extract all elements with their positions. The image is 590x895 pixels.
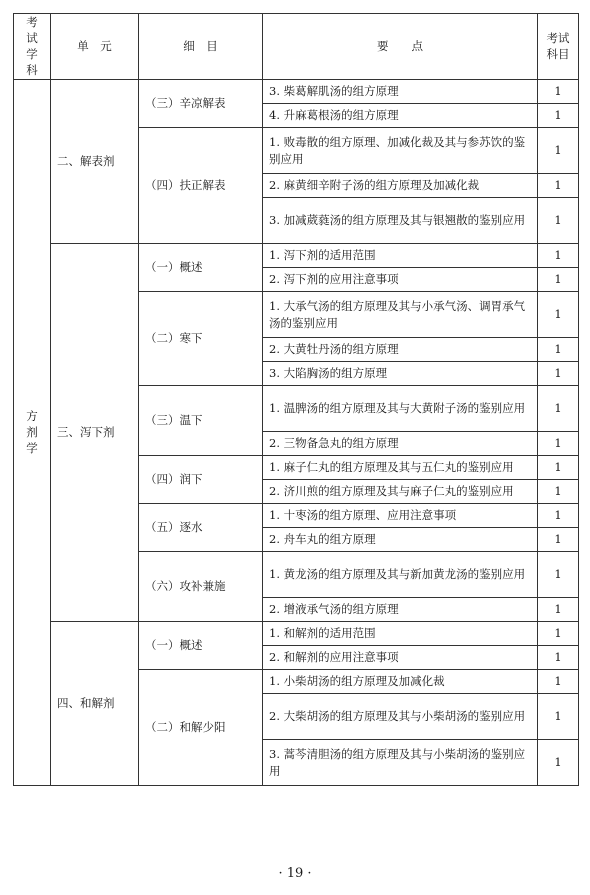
level-cell: 1 xyxy=(538,244,579,268)
detail-cell: （二）和解少阳 xyxy=(139,670,263,786)
detail-cell: （三）辛凉解表 xyxy=(139,80,263,128)
point-cell: 2. 舟车丸的组方原理 xyxy=(263,528,538,552)
point-cell: 2. 三物备急丸的组方原理 xyxy=(263,432,538,456)
table-header xyxy=(14,14,579,80)
table-row xyxy=(14,622,579,646)
syllabus-table xyxy=(13,13,579,786)
level-cell: 1 xyxy=(538,128,579,174)
point-cell: 2. 济川煎的组方原理及其与麻子仁丸的鉴别应用 xyxy=(263,480,538,504)
level-cell: 1 xyxy=(538,528,579,552)
detail-cell: （三）温下 xyxy=(139,386,263,456)
level-cell: 1 xyxy=(538,338,579,362)
subject-cell xyxy=(14,80,51,786)
level-cell: 1 xyxy=(538,552,579,598)
header-unit: 单 元 xyxy=(51,14,139,80)
level-cell: 1 xyxy=(538,198,579,244)
level-cell: 1 xyxy=(538,598,579,622)
level-cell: 1 xyxy=(538,432,579,456)
point-cell: 1. 泻下剂的适用范围 xyxy=(263,244,538,268)
header-detail: 细 目 xyxy=(139,14,263,80)
page-number: · 19 · xyxy=(278,866,312,881)
unit-cell: 四、和解剂 xyxy=(51,622,139,786)
point-cell: 3. 蒿芩清胆汤的组方原理及其与小柴胡汤的鉴别应用 xyxy=(263,740,538,786)
point-cell: 1. 麻子仁丸的组方原理及其与五仁丸的鉴别应用 xyxy=(263,456,538,480)
level-cell: 1 xyxy=(538,670,579,694)
subject-text: 方剂学 xyxy=(26,409,38,455)
header-subject xyxy=(14,14,51,80)
detail-cell: （二）寒下 xyxy=(139,292,263,386)
point-cell: 1. 黄龙汤的组方原理及其与新加黄龙汤的鉴别应用 xyxy=(263,552,538,598)
header-subject-text: 考试 学科 xyxy=(26,15,38,77)
level-cell: 1 xyxy=(538,456,579,480)
table-row xyxy=(14,80,579,104)
detail-cell: （四）润下 xyxy=(139,456,263,504)
level-cell: 1 xyxy=(538,386,579,432)
point-cell: 2. 麻黄细辛附子汤的组方原理及加减化裁 xyxy=(263,174,538,198)
header-points: 要 点 xyxy=(263,14,538,80)
detail-cell: （一）概述 xyxy=(139,622,263,670)
point-cell: 3. 加减葳蕤汤的组方原理及其与银翘散的鉴别应用 xyxy=(263,198,538,244)
point-cell: 1. 和解剂的适用范围 xyxy=(263,622,538,646)
point-cell: 1. 败毒散的组方原理、加减化裁及其与参苏饮的鉴别应用 xyxy=(263,128,538,174)
point-cell: 2. 大黄牡丹汤的组方原理 xyxy=(263,338,538,362)
level-cell: 1 xyxy=(538,622,579,646)
point-cell: 1. 温脾汤的组方原理及其与大黄附子汤的鉴别应用 xyxy=(263,386,538,432)
detail-cell: （五）逐水 xyxy=(139,504,263,552)
detail-cell: （六）攻补兼施 xyxy=(139,552,263,622)
level-cell: 1 xyxy=(538,292,579,338)
header-level-text: 考试 科目 xyxy=(546,31,570,61)
unit-cell: 三、泻下剂 xyxy=(51,244,139,622)
level-cell: 1 xyxy=(538,480,579,504)
point-cell: 2. 大柴胡汤的组方原理及其与小柴胡汤的鉴别应用 xyxy=(263,694,538,740)
level-cell: 1 xyxy=(538,268,579,292)
point-cell: 2. 增液承气汤的组方原理 xyxy=(263,598,538,622)
level-cell: 1 xyxy=(538,174,579,198)
detail-cell: （四）扶正解表 xyxy=(139,128,263,244)
point-cell: 1. 小柴胡汤的组方原理及加减化裁 xyxy=(263,670,538,694)
point-cell: 2. 和解剂的应用注意事项 xyxy=(263,646,538,670)
table-row xyxy=(14,244,579,268)
header-level xyxy=(538,14,579,80)
point-cell: 3. 柴葛解肌汤的组方原理 xyxy=(263,80,538,104)
level-cell: 1 xyxy=(538,694,579,740)
level-cell: 1 xyxy=(538,362,579,386)
point-cell: 4. 升麻葛根汤的组方原理 xyxy=(263,104,538,128)
unit-cell: 二、解表剂 xyxy=(51,80,139,244)
table-body xyxy=(14,80,579,786)
level-cell: 1 xyxy=(538,740,579,786)
point-cell: 1. 大承气汤的组方原理及其与小承气汤、调胃承气汤的鉴别应用 xyxy=(263,292,538,338)
point-cell: 3. 大陷胸汤的组方原理 xyxy=(263,362,538,386)
level-cell: 1 xyxy=(538,646,579,670)
point-cell: 1. 十枣汤的组方原理、应用注意事项 xyxy=(263,504,538,528)
level-cell: 1 xyxy=(538,104,579,128)
point-cell: 2. 泻下剂的应用注意事项 xyxy=(263,268,538,292)
level-cell: 1 xyxy=(538,80,579,104)
detail-cell: （一）概述 xyxy=(139,244,263,292)
level-cell: 1 xyxy=(538,504,579,528)
